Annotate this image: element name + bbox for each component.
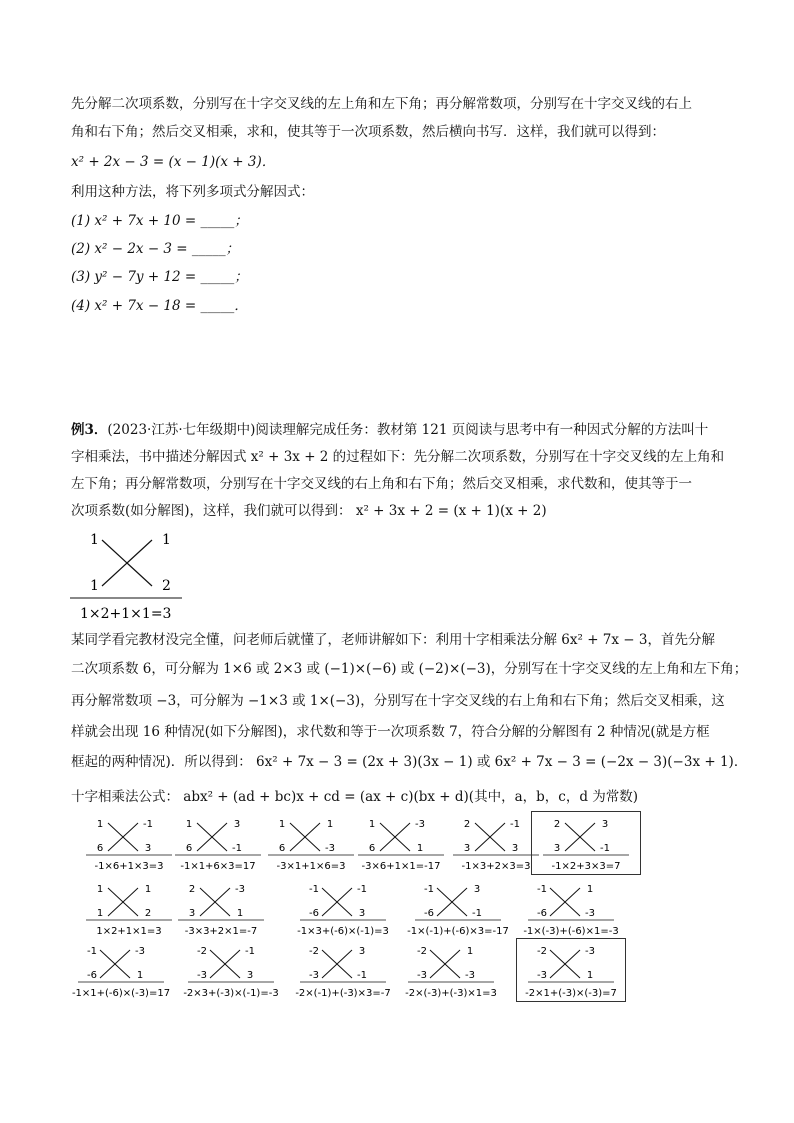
cross-diagram-11 — [520, 880, 630, 940]
cross-diagram-12 — [70, 942, 180, 1002]
cross-sum: -2×1+(-3)×(-3)=7 — [525, 988, 617, 999]
cross-tr: 1 — [144, 884, 152, 895]
highlight-frame — [516, 938, 626, 1002]
cross-bl: 6 — [185, 843, 193, 854]
cross-bl: 1 — [90, 578, 99, 594]
cross-diagram-6 — [535, 815, 645, 875]
cross-bl: -6 — [309, 908, 319, 919]
intro-formula: x² + 2x − 3 = (x − 1)(x + 3)． — [71, 154, 276, 170]
cross-br: 1 — [236, 908, 244, 919]
cross-bl: 1 — [96, 908, 104, 919]
cross-br: 3 — [358, 908, 366, 919]
cross-tl: -1 — [87, 946, 97, 957]
cross-tl: 2 — [553, 819, 561, 830]
cross-bl: -3 — [309, 970, 319, 981]
cross-tr: 3 — [601, 819, 609, 830]
cross-bl: 3 — [553, 843, 561, 854]
cross-sum: 1×2+1×1=3 — [80, 606, 172, 622]
cross-br: 2 — [144, 908, 152, 919]
cross-sum: -1×3+2×3=3 — [461, 861, 531, 872]
cross-tl: -1 — [309, 884, 319, 895]
cross-diagram-10 — [407, 880, 517, 940]
cross-bl: -3 — [537, 970, 547, 981]
cross-tr: 1 — [586, 884, 594, 895]
example-label: 例3． — [71, 422, 108, 438]
cross-diagram-14 — [292, 942, 402, 1002]
cross-tl: 1 — [90, 532, 99, 548]
formula-line: 十字相乘法公式： abx² + (ad + bc)x + cd = (ax + c)(bx + d)(其中，a，b，c，d 为常数) — [71, 789, 639, 805]
cross-bl: 6 — [368, 843, 376, 854]
cross-sum: -3×3+2×1=-7 — [184, 926, 258, 937]
cross-tl: 1 — [96, 819, 104, 830]
cross-tr: -1 — [245, 946, 255, 957]
cross-diagram-9 — [292, 880, 402, 940]
cross-br: 3 — [246, 970, 254, 981]
para2-line-2: 二次项系数 6，可分解为 1×6 或 2×3 或 (−1)×(−6) 或 (−2)×(−3)，分别写在十字交叉线的左上角和左下角； — [71, 661, 748, 677]
cross-br: -3 — [465, 970, 475, 981]
example3-line-1: 例3．(2023·江苏·七年级期中)阅读理解完成任务：教材第 121 页阅读与思考中有一种因式分解的方法叫十 — [71, 422, 709, 438]
cross-sum: -2×(-3)+(-3)×1=3 — [405, 988, 497, 999]
cross-diagram-13 — [180, 942, 290, 1002]
cross-tl: -2 — [537, 946, 547, 957]
exercise-item-3: (3) y² − 7y + 12 = _____； — [71, 269, 248, 285]
cross-sum: -1×1+(-6)×(-3)=17 — [71, 988, 171, 999]
cross-tl: -1 — [424, 884, 434, 895]
cross-diagram-8 — [170, 880, 280, 940]
cross-diagram-15 — [400, 942, 510, 1002]
cross-sum: -1×(-3)+(-6)×1=-3 — [523, 926, 619, 937]
cross-tr: -1 — [143, 819, 153, 830]
cross-sum: -3×1+1×6=3 — [276, 861, 346, 872]
cross-br: -1 — [472, 908, 482, 919]
cross-tl: -2 — [417, 946, 427, 957]
cross-tl: 2 — [188, 884, 196, 895]
cross-tr: 3 — [358, 946, 366, 957]
cross-sum: -1×6+1×3=3 — [94, 861, 164, 872]
cross-tl: 1 — [96, 884, 104, 895]
cross-tr: 3 — [473, 884, 481, 895]
cross-br: -3 — [585, 908, 595, 919]
para2-line-3: 再分解常数项 −3，可分解为 −1×3 或 1×(−3)，分别写在十字交叉线的右上角和右下角；然后交叉相乘，这 — [71, 693, 725, 709]
example3-line-2: 字相乘法，书中描述分解因式 x² + 3x + 2 的过程如下：先分解二次项系数，分别写在十字交叉线的左上角和 — [71, 449, 725, 465]
cross-br: 3 — [144, 843, 152, 854]
cross-tr: 1 — [162, 532, 171, 548]
cross-diagram-main — [70, 530, 190, 630]
cross-bl: 6 — [96, 843, 104, 854]
cross-br: -3 — [325, 843, 335, 854]
example3-line-3: 左下角；再分解常数项，分别写在十字交叉线的右上角和右下角；然后交叉相乘，求代数和，使其等于一 — [71, 476, 692, 492]
cross-tl: -1 — [537, 884, 547, 895]
exercise-item-2: (2) x² − 2x − 3 = _____； — [71, 241, 240, 257]
cross-sum: -3×6+1×1=-17 — [361, 861, 441, 872]
intro-line-1: 先分解二次项系数，分别写在十字交叉线的左上角和左下角；再分解常数项，分别写在十字交叉线的右上 — [71, 96, 692, 112]
cross-tr: -1 — [510, 819, 520, 830]
cross-bl: 3 — [188, 908, 196, 919]
cross-tr: 1 — [326, 819, 334, 830]
cross-tr: -3 — [135, 946, 145, 957]
cross-br: 3 — [511, 843, 519, 854]
cross-tl: 2 — [463, 819, 471, 830]
cross-br: -1 — [357, 970, 367, 981]
cross-sum: -2×(-1)+(-3)×3=-7 — [295, 988, 391, 999]
cross-sum: -1×(-1)+(-6)×3=-17 — [407, 926, 509, 937]
cross-diagram-4 — [350, 815, 460, 875]
cross-tr: -3 — [415, 819, 425, 830]
cross-bl: -6 — [87, 970, 97, 981]
cross-bl: -3 — [417, 970, 427, 981]
cross-br: 1 — [586, 970, 594, 981]
cross-diagram-16 — [520, 942, 630, 1002]
cross-sum: 1×2+1×1=3 — [96, 926, 162, 937]
para2-line-4: 样就会出现 16 种情况(如下分解图)，求代数和等于一次项系数 7，符合分解的分解图有 2 种情况(就是方框 — [71, 724, 710, 740]
cross-bl: -6 — [424, 908, 434, 919]
cross-br: -1 — [600, 843, 610, 854]
cross-tr: -3 — [585, 946, 595, 957]
intro-instruction: 利用这种方法，将下列多项式分解因式： — [71, 184, 314, 200]
cross-bl: -3 — [197, 970, 207, 981]
cross-tr: 3 — [233, 819, 241, 830]
exercise-item-4: (4) x² + 7x − 18 = _____． — [71, 298, 248, 314]
cross-tl: -2 — [197, 946, 207, 957]
cross-br: 1 — [416, 843, 424, 854]
cross-br: -1 — [232, 843, 242, 854]
cross-sum: -1×2+3×3=7 — [551, 861, 621, 872]
cross-tl: 1 — [368, 819, 376, 830]
cross-tl: 1 — [185, 819, 193, 830]
cross-sum: -1×3+(-6)×(-1)=3 — [297, 926, 389, 937]
cross-br: 2 — [162, 578, 171, 594]
cross-sum: -2×3+(-3)×(-1)=-3 — [183, 988, 279, 999]
cross-br: 1 — [136, 970, 144, 981]
cross-tl: -2 — [309, 946, 319, 957]
cross-sum: -1×1+6×3=17 — [180, 861, 256, 872]
cross-tl: 1 — [278, 819, 286, 830]
cross-tr: -3 — [235, 884, 245, 895]
exercise-item-1: (1) x² + 7x + 10 = _____； — [71, 213, 248, 229]
cross-bl: 3 — [463, 843, 471, 854]
intro-line-2: 角和右下角；然后交叉相乘，求和，使其等于一次项系数，然后横向书写．这样，我们就可以得到： — [71, 124, 665, 140]
para2-line-1: 某同学看完教材没完全懂，问老师后就懂了，老师讲解如下：利用十字相乘法分解 6x² + 7x − 3，首先分解 — [71, 632, 715, 648]
cross-tr: -1 — [357, 884, 367, 895]
highlight-frame — [531, 811, 641, 875]
para2-line-5: 框起的两种情况)．所以得到： 6x² + 7x − 3 = (2x + 3)(3x − 1) 或 6x² + 7x − 3 = (−2x − 3)(−3x + 1)． — [71, 754, 748, 770]
cross-bl: -6 — [537, 908, 547, 919]
cross-bl: 6 — [278, 843, 286, 854]
cross-tr: 1 — [466, 946, 474, 957]
example3-line-4: 次项系数(如分解图)，这样，我们就可以得到： x² + 3x + 2 = (x + 1)(x + 2) — [71, 503, 547, 519]
